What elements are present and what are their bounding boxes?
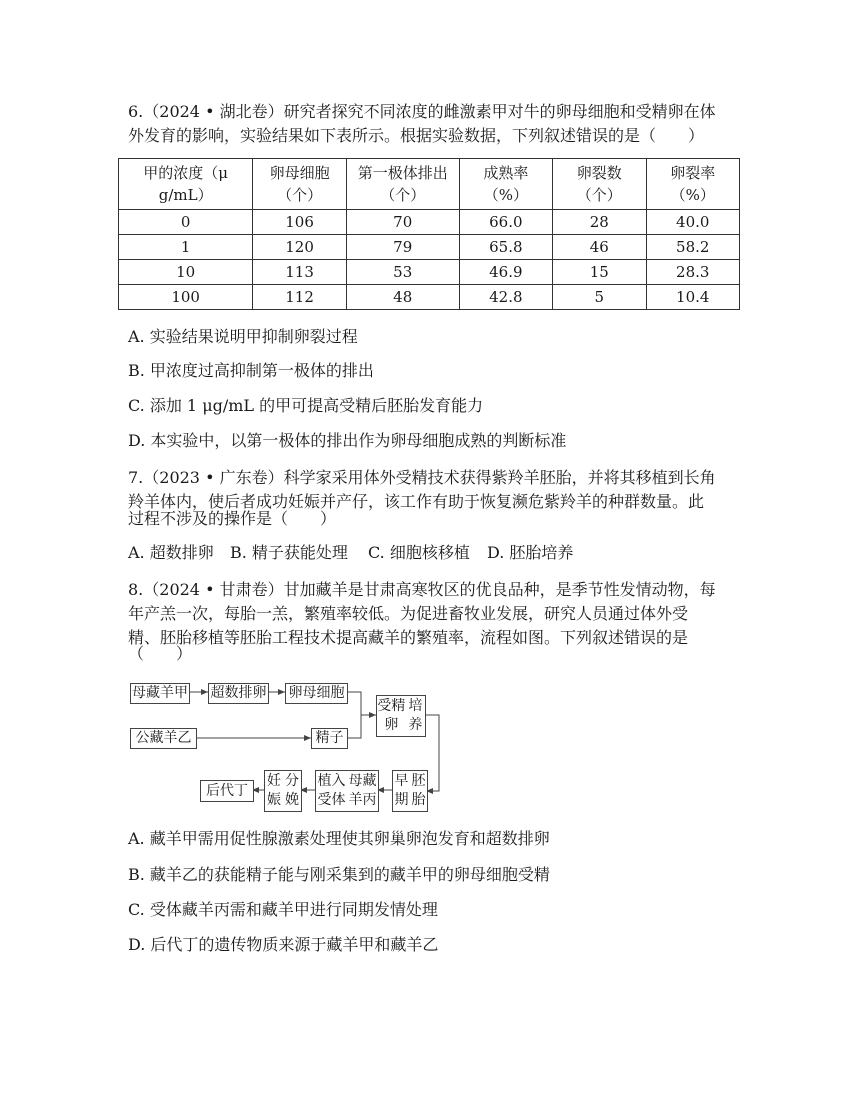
table-cell: 66.0	[459, 210, 552, 235]
q8-option-c[interactable]: C. 受体藏羊丙需和藏羊甲进行同期发情处理	[128, 900, 438, 919]
q6-stem-line2: 外发育的影响，实验结果如下表所示。根据实验数据，下列叙述错误的是（ ）	[128, 126, 705, 145]
header-cleavage-count: 卵裂数 （个）	[553, 159, 646, 210]
header-concentration: 甲的浓度（μ g/mL）	[119, 159, 253, 210]
q6-option-a[interactable]: A. 实验结果说明甲抑制卵裂过程	[128, 327, 358, 346]
q6-stem-line1: 6.（2024 • 湖北卷）研究者探究不同浓度的雌激素甲对牛的卵母细胞和受精卵在体	[128, 102, 716, 121]
flow-box-zygote-culture: 受精卵 培养	[376, 695, 426, 737]
table-row	[119, 235, 740, 260]
table-cell: 28	[553, 210, 646, 235]
table-cell: 65.8	[459, 235, 552, 260]
q7-stem-line2: 羚羊体内，使后者成功妊娠并产仔，该工作有助于恢复濒危紫羚羊的种群数量。此	[128, 492, 705, 511]
q7-option-d[interactable]: D. 胚胎培养	[487, 543, 574, 562]
table-cell: 113	[253, 260, 346, 285]
table-cell: 10	[119, 260, 253, 285]
table-row	[119, 285, 740, 310]
flow-box-superovulation: 超数排卵	[208, 683, 269, 704]
table-cell: 5	[553, 285, 646, 310]
table-cell: 106	[253, 210, 346, 235]
q8-option-b[interactable]: B. 藏羊乙的获能精子能与刚采集到的藏羊甲的卵母细胞受精	[128, 865, 550, 884]
q8-option-a[interactable]: A. 藏羊甲需用促性腺激素处理使其卵巢卵泡发育和超数排卵	[128, 829, 550, 848]
flow-box-oocyte: 卵母细胞	[285, 683, 348, 704]
table-row	[119, 210, 740, 235]
table-cell: 46.9	[459, 260, 552, 285]
table-cell: 28.3	[646, 260, 739, 285]
table-row	[119, 260, 740, 285]
flow-box-embryo-transfer: 植入受体 母藏羊丙	[315, 770, 379, 812]
q8-stem-line2: 年产羔一次，每胎一羔，繁殖率较低。为促进畜牧业发展，研究人员通过体外受	[128, 604, 689, 623]
table-cell: 70	[346, 210, 459, 235]
flow-box-male-b: 公藏羊乙	[130, 728, 197, 749]
table-cell: 120	[253, 235, 346, 260]
table-cell: 42.8	[459, 285, 552, 310]
flow-box-female-a: 母藏羊甲	[130, 683, 190, 704]
header-first-polar-body: 第一极体排出 （个）	[346, 159, 459, 210]
table-cell: 0	[119, 210, 253, 235]
table-cell: 10.4	[646, 285, 739, 310]
table-cell: 48	[346, 285, 459, 310]
header-oocytes: 卵母细胞 （个）	[253, 159, 346, 210]
table-cell: 100	[119, 285, 253, 310]
header-maturation-rate: 成熟率 （%）	[459, 159, 552, 210]
table-cell: 46	[553, 235, 646, 260]
q6-data-table	[118, 158, 740, 310]
q7-option-b[interactable]: B. 精子获能处理	[230, 543, 348, 562]
q6-option-d[interactable]: D. 本实验中，以第一极体的排出作为卵母细胞成熟的判断标准	[128, 431, 567, 450]
q7-stem-line3: 过程不涉及的操作是（ ）	[128, 509, 337, 528]
q6-option-b[interactable]: B. 甲浓度过高抑制第一极体的排出	[128, 361, 374, 380]
table-cell: 40.0	[646, 210, 739, 235]
q6-option-c[interactable]: C. 添加 1 μg/mL 的甲可提高受精后胚胎发育能力	[128, 396, 484, 415]
table-cell: 58.2	[646, 235, 739, 260]
q7-option-c[interactable]: C. 细胞核移植	[368, 543, 470, 562]
q8-stem-line3: 精、胚胎移植等胚胎工程技术提高藏羊的繁殖率，流程如图。下列叙述错误的是	[128, 628, 689, 647]
table-cell: 15	[553, 260, 646, 285]
q7-stem-line1: 7.（2023 • 广东卷）科学家采用体外受精技术获得紫羚羊胚胎，并将其移植到长角	[128, 468, 716, 487]
q8-stem-line4: （ ）	[128, 644, 193, 663]
header-cleavage-rate: 卵裂率 （%）	[646, 159, 739, 210]
table-cell: 53	[346, 260, 459, 285]
table-cell: 1	[119, 235, 253, 260]
q8-option-d[interactable]: D. 后代丁的遗传物质来源于藏羊甲和藏羊乙	[128, 935, 439, 954]
flow-box-early-embryo: 早期 胚胎	[392, 770, 428, 812]
q8-stem-line1: 8.（2024 • 甘肃卷）甘加藏羊是甘肃高寒牧区的优良品种，是季节性发情动物，每	[128, 580, 716, 599]
flow-box-pregnancy: 妊娠 分娩	[264, 770, 302, 812]
arrow-merge-to-zygote	[346, 692, 361, 738]
table-header-row	[119, 159, 740, 210]
table-cell: 112	[253, 285, 346, 310]
q7-option-a[interactable]: A. 超数排卵	[128, 543, 214, 562]
table-cell: 79	[346, 235, 459, 260]
flow-box-offspring: 后代丁	[200, 780, 254, 802]
flow-box-sperm: 精子	[311, 728, 348, 749]
